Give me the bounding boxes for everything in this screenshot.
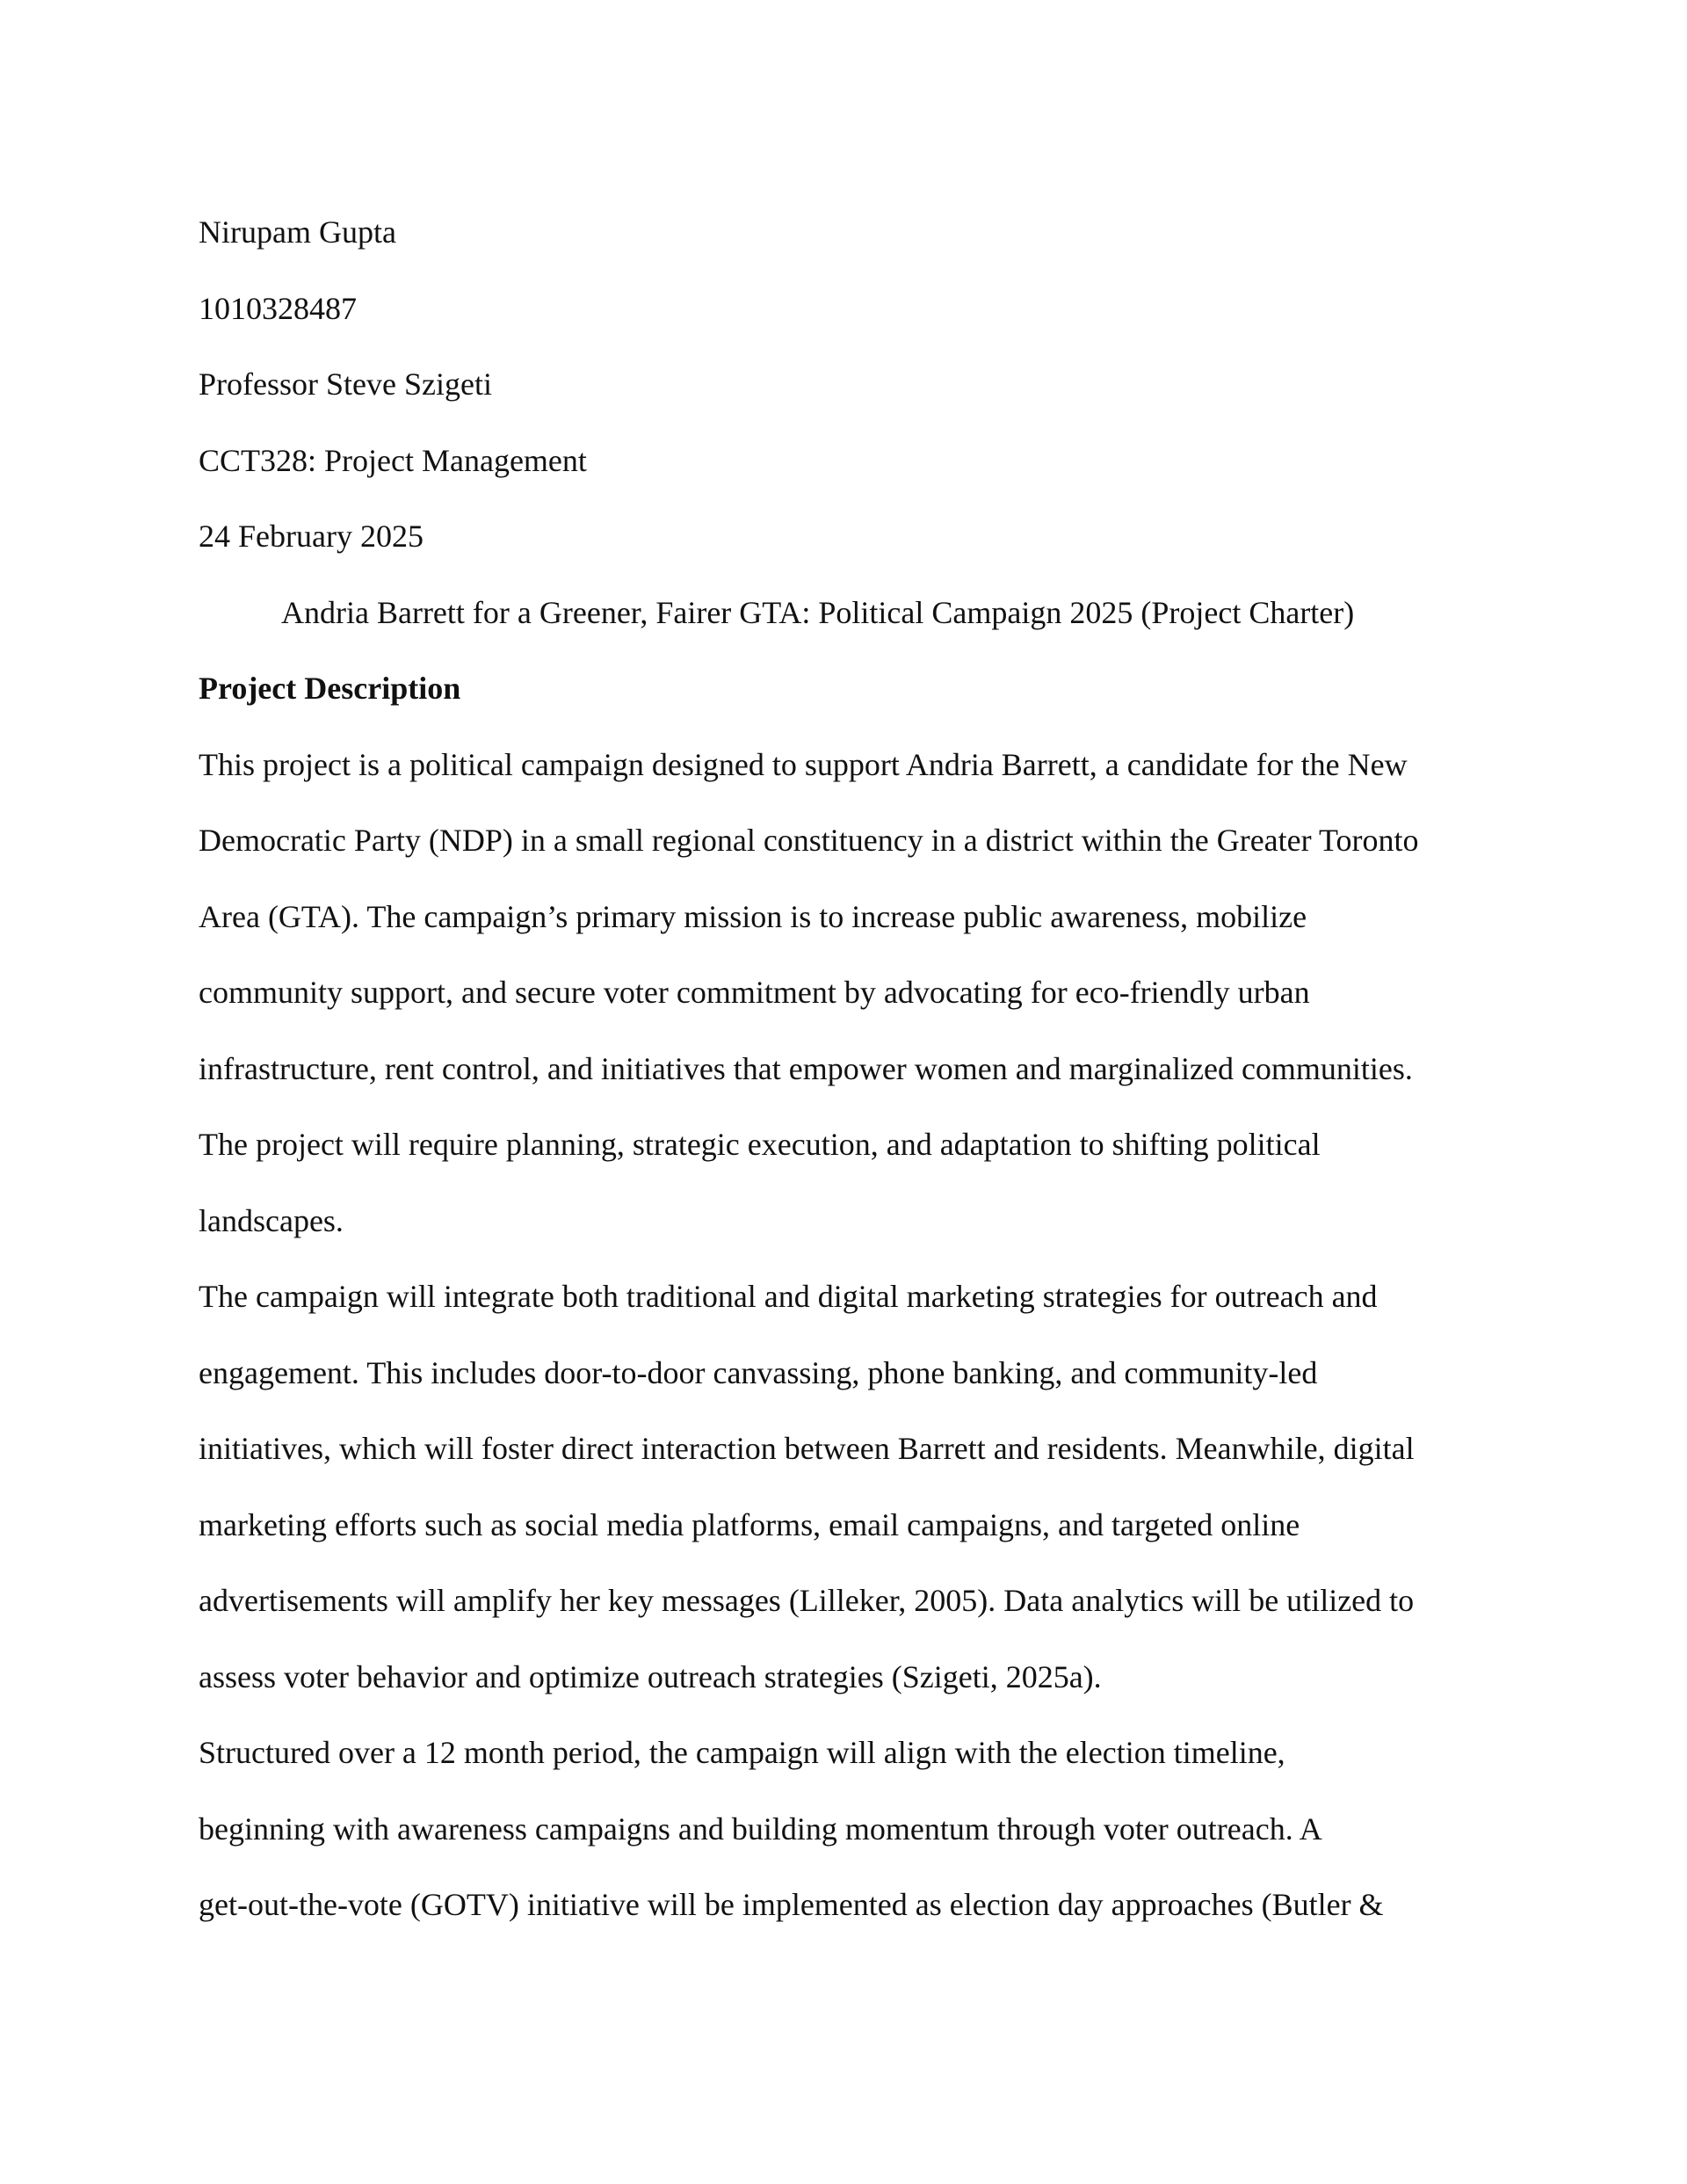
body-line: assess voter behavior and optimize outreach strategies (Szigeti, 2025a).	[199, 1658, 1102, 1694]
document-body	[199, 194, 1499, 1943]
body-line: The project will require planning, strategic execution, and adaptation to shifting political	[199, 1127, 1321, 1162]
body-line: marketing efforts such as social media platforms, email campaigns, and targeted online	[199, 1506, 1300, 1542]
body-line: landscapes.	[199, 1202, 344, 1238]
section-body	[199, 727, 1499, 1943]
course-name: CCT328: Project Management	[199, 442, 587, 478]
body-line: advertisements will amplify her key messages (Lilleker, 2005). Data analytics will be utilized to	[199, 1583, 1415, 1618]
body-line: engagement. This includes door-to-door canvassing, phone banking, and community-led	[199, 1354, 1318, 1390]
body-line: Area (GTA). The campaign’s primary mission is to increase public awareness, mobilize	[199, 898, 1307, 934]
body-line: Structured over a 12 month period, the campaign will align with the election timeline,	[199, 1735, 1285, 1770]
student-id: 1010328487	[199, 290, 357, 326]
document-title: Andria Barrett for a Greener, Fairer GTA: Political Campaign 2025 (Project Charter)	[281, 594, 1355, 630]
section-heading: Project Description	[199, 671, 461, 706]
body-line: community support, and secure voter commitment by advocating for eco-friendly urban	[199, 975, 1310, 1010]
body-line: initiatives, which will foster direct interaction between Barrett and residents. Meanwhile, digital	[199, 1431, 1415, 1466]
body-line: beginning with awareness campaigns and building momentum through voter outreach. A	[199, 1810, 1322, 1847]
professor-name: Professor Steve Szigeti	[199, 366, 492, 402]
body-line: The campaign will integrate both traditional and digital marketing strategies for outreach and	[199, 1279, 1378, 1314]
document-date: 24 February 2025	[199, 519, 424, 554]
author-name: Nirupam Gupta	[199, 214, 396, 250]
body-line: Democratic Party (NDP) in a small regional constituency in a district within the Greater Toronto	[199, 823, 1419, 858]
body-line: get-out-the-vote (GOTV) initiative will be implemented as election day approaches (Butler &	[199, 1887, 1384, 1922]
body-line: This project is a political campaign designed to support Andria Barrett, a candidate for the New	[199, 746, 1408, 782]
body-line: infrastructure, rent control, and initiatives that empower women and marginalized communities.	[199, 1050, 1413, 1086]
